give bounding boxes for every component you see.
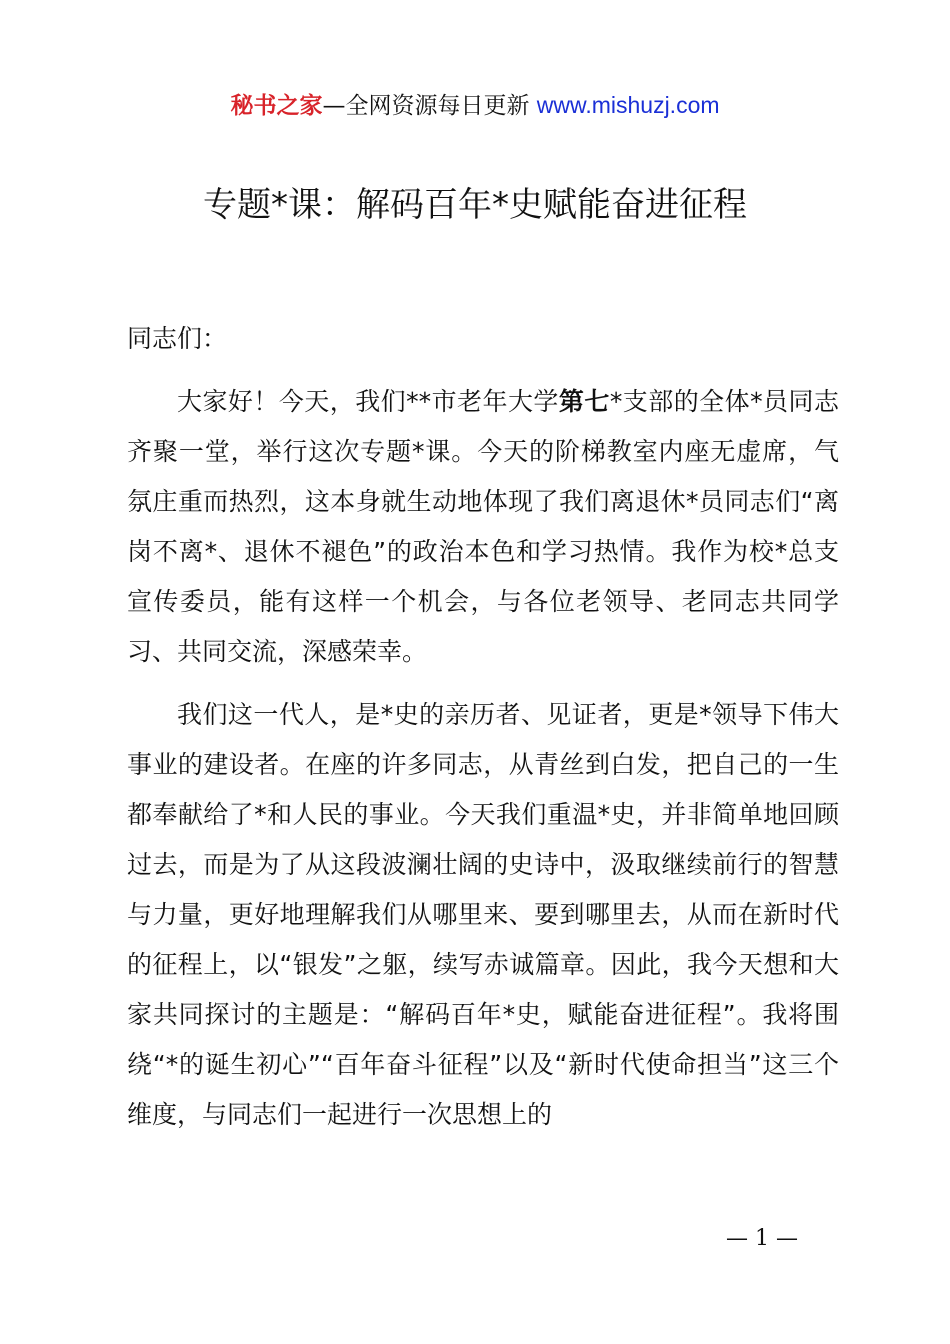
paragraph-1-text-end: *支部的全体*员同志齐聚一堂，举行这次专题*课。今天的阶梯教室内座无虚席，气氛庄重而热烈，这本身就生动地体现了我们离退休*员同志们“离岗不离*、退休不褪色”的政治本色和学习热情。我作为校*总支宣传委员，能有这样一个机会，与各位老领导、老同志共同学习、共同交流，深感荣幸。 bbox=[127, 387, 839, 666]
brand-name: 秘书之家 bbox=[230, 93, 323, 119]
paragraph-1-bold-text: 第七 bbox=[558, 387, 610, 416]
site-url-link[interactable]: www.mishuzj.com bbox=[536, 92, 720, 118]
page-number-label: — 1 — bbox=[726, 1226, 798, 1251]
header-tagline: —全网资源每日更新 bbox=[322, 93, 537, 119]
document-title: 专题*课：解码百年*史赋能奋进征程 bbox=[203, 185, 747, 225]
document-body bbox=[127, 314, 839, 1153]
paragraph-1 bbox=[127, 377, 839, 677]
page-number bbox=[0, 1224, 950, 1254]
site-header bbox=[0, 88, 950, 123]
paragraph-1-text-start: 大家好！今天，我们**市老年大学 bbox=[177, 387, 559, 416]
salutation: 同志们： bbox=[127, 324, 228, 353]
paragraph-2: 我们这一代人，是*史的亲历者、见证者，更是*领导下伟大事业的建设者。在座的许多同志，从青丝到白发，把自己的一生都奉献给了*和人民的事业。今天我们重温*史，并非简单地回顾过去，而是为了从这段波澜壮阔的史诗中，汲取继续前行的智慧与力量，更好地理解我们从哪里来、要到哪里去，从而在新时代的征程上，以“银发”之躯，续写赤诚篇章。因此，我今天想和大家共同探讨的主题是：“解码百年*史，赋能奋进征程”。我将围绕“*的诞生初心”“百年奋斗征程”以及“新时代使命担当”这三个维度，与同志们一起进行一次思想上的 bbox=[127, 700, 839, 1129]
